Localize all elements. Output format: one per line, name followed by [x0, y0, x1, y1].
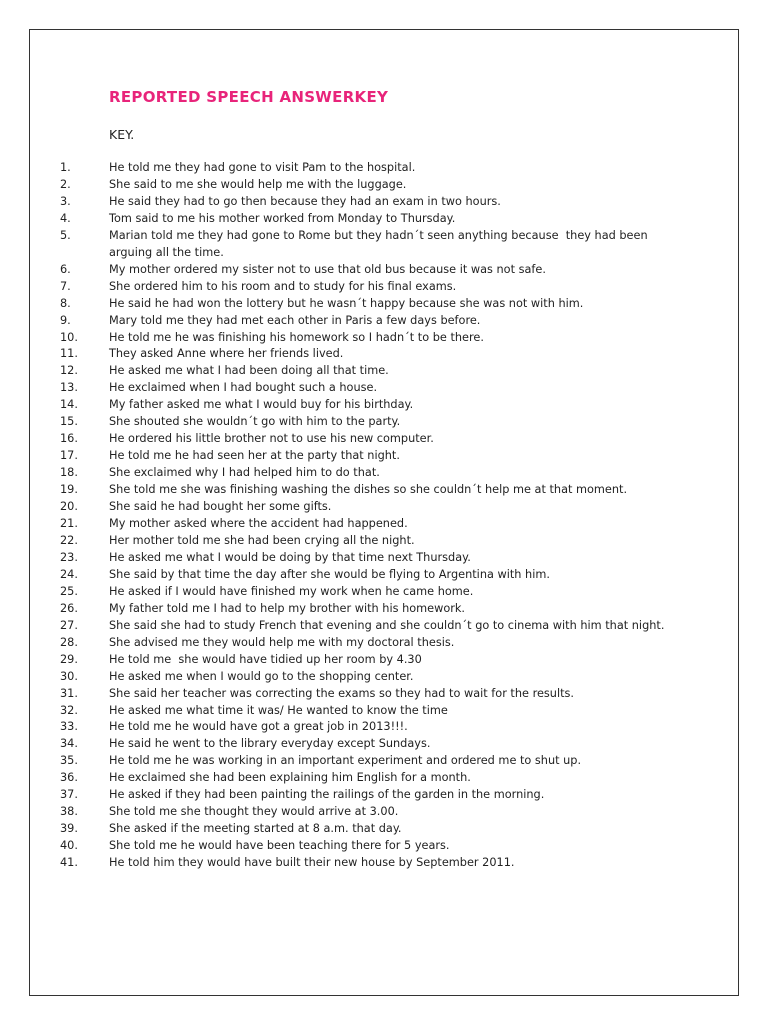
answer-item — [60, 787, 720, 804]
answer-number: 15. — [60, 415, 78, 429]
answer-number: 30. — [60, 669, 78, 683]
answer-item — [60, 753, 720, 770]
answer-item — [60, 330, 720, 347]
answer-number: 26. — [60, 601, 78, 615]
answer-text: My mother ordered my sister not to use that old bus because it was not safe. — [109, 262, 546, 276]
answer-number: 29. — [60, 652, 78, 666]
answer-text: They asked Anne where her friends lived. — [109, 347, 344, 361]
answer-item — [60, 279, 720, 296]
answer-text: He told me he was finishing his homework so I hadn´t to be there. — [109, 330, 484, 344]
answer-number: 36. — [60, 771, 78, 785]
answer-item — [60, 465, 720, 482]
answer-text: He asked me what I had been doing all that time. — [109, 364, 389, 378]
answer-list — [60, 160, 720, 872]
answer-number: 28. — [60, 635, 78, 649]
answer-number: 39. — [60, 822, 78, 836]
answer-number: 19. — [60, 483, 78, 497]
answer-text: He told me he had seen her at the party that night. — [109, 449, 400, 463]
answer-number: 18. — [60, 466, 78, 480]
answer-text: My father asked me what I would buy for his birthday. — [109, 398, 414, 412]
answer-number: 24. — [60, 567, 78, 581]
answer-item — [60, 804, 720, 821]
answer-item — [60, 346, 720, 363]
answer-item — [60, 228, 720, 262]
answer-text: He exclaimed she had been explaining him English for a month. — [109, 771, 471, 785]
answer-number: 10. — [60, 330, 78, 344]
answer-item — [60, 567, 720, 584]
answer-number: 11. — [60, 347, 78, 361]
answer-item — [60, 482, 720, 499]
answer-number: 41. — [60, 856, 78, 870]
answer-text: He asked me what I would be doing by that time next Thursday. — [109, 550, 471, 564]
answer-number: 9. — [60, 313, 71, 327]
answer-item — [60, 516, 720, 533]
answer-item — [60, 703, 720, 720]
answer-number: 14. — [60, 398, 78, 412]
answer-text: She said she had to study French that evening and she couldn´t go to cinema with him that night. — [109, 618, 665, 632]
answer-text: He told me he was working in an important experiment and ordered me to shut up. — [109, 754, 582, 768]
answer-number: 31. — [60, 686, 78, 700]
answer-text: Tom said to me his mother worked from Monday to Thursday. — [109, 211, 456, 225]
answer-text: He told me she would have tidied up her room by 4.30 — [109, 652, 422, 666]
answer-number: 5. — [60, 228, 71, 242]
answer-text: He asked me what time it was/ He wanted to know the time — [109, 703, 448, 717]
document-title: REPORTED SPEECH ANSWERKEY — [109, 88, 389, 106]
key-label: KEY. — [109, 127, 135, 142]
answer-item — [60, 177, 720, 194]
answer-number: 32. — [60, 703, 78, 717]
answer-item — [60, 821, 720, 838]
answer-text: He told him they would have built their new house by September 2011. — [109, 856, 515, 870]
answer-number: 12. — [60, 364, 78, 378]
answer-item — [60, 533, 720, 550]
answer-item — [60, 618, 720, 635]
answer-number: 25. — [60, 584, 78, 598]
answer-item — [60, 855, 720, 872]
answer-text: Her mother told me she had been crying all the night. — [109, 533, 415, 547]
answer-text: She exclaimed why I had helped him to do that. — [109, 466, 380, 480]
answer-text: He said he had won the lottery but he wasn´t happy because she was not with him. — [109, 296, 584, 310]
answer-item — [60, 363, 720, 380]
answer-item — [60, 448, 720, 465]
answer-number: 6. — [60, 262, 71, 276]
answer-text: Marian told me they had gone to Rome but they hadn´t seen anything because they had been arguing all the time. — [109, 228, 648, 259]
answer-text: He said they had to go then because they had an exam in two hours. — [109, 194, 501, 208]
answer-text: She said her teacher was correcting the exams so they had to wait for the results. — [109, 686, 575, 700]
answer-number: 3. — [60, 194, 71, 208]
answer-text: My father told me I had to help my brother with his homework. — [109, 601, 466, 615]
answer-text: He said he went to the library everyday except Sundays. — [109, 737, 431, 751]
answer-item — [60, 380, 720, 397]
answer-text: He told me they had gone to visit Pam to the hospital. — [109, 161, 416, 174]
answer-item — [60, 601, 720, 618]
answer-number: 16. — [60, 432, 78, 446]
answer-text: She asked if the meeting started at 8 a.m. that day. — [109, 822, 402, 836]
answer-item — [60, 719, 720, 736]
answer-text: She said to me she would help me with the luggage. — [109, 177, 407, 191]
answer-text: She shouted she wouldn´t go with him to the party. — [109, 415, 401, 429]
answer-number: 34. — [60, 737, 78, 751]
answer-text: He asked if I would have finished my work when he came home. — [109, 584, 474, 598]
answer-number: 17. — [60, 449, 78, 463]
answer-text: Mary told me they had met each other in Paris a few days before. — [109, 313, 481, 327]
answer-number: 2. — [60, 177, 71, 191]
answer-text: He exclaimed when I had bought such a house. — [109, 381, 378, 395]
answer-item — [60, 211, 720, 228]
answer-item — [60, 431, 720, 448]
answer-number: 21. — [60, 517, 78, 531]
answer-text: He told me he would have got a great job in 2013!!!. — [109, 720, 408, 734]
answer-item — [60, 635, 720, 652]
answer-number: 13. — [60, 381, 78, 395]
answer-text: She told me she was finishing washing the dishes so she couldn´t help me at that moment. — [109, 483, 628, 497]
answer-item — [60, 584, 720, 601]
answer-item — [60, 550, 720, 567]
answer-text: He asked me when I would go to the shopping center. — [109, 669, 414, 683]
answer-number: 7. — [60, 279, 71, 293]
answer-number: 33. — [60, 720, 78, 734]
answer-text: He asked if they had been painting the railings of the garden in the morning. — [109, 788, 545, 802]
answer-item — [60, 194, 720, 211]
answer-item — [60, 414, 720, 431]
answer-item — [60, 652, 720, 669]
answer-number: 8. — [60, 296, 71, 310]
answer-item — [60, 296, 720, 313]
answer-number: 22. — [60, 533, 78, 547]
answer-item — [60, 397, 720, 414]
answer-text: She ordered him to his room and to study for his final exams. — [109, 279, 457, 293]
answer-item — [60, 160, 720, 177]
answer-item — [60, 313, 720, 330]
answer-number: 1. — [60, 161, 71, 174]
answer-text: She said he had bought her some gifts. — [109, 500, 332, 514]
answer-number: 38. — [60, 805, 78, 819]
answer-text: She said by that time the day after she would be flying to Argentina with him. — [109, 567, 550, 581]
answer-text: She told me he would have been teaching there for 5 years. — [109, 839, 450, 853]
answer-text: My mother asked where the accident had happened. — [109, 517, 408, 531]
answer-number: 37. — [60, 788, 78, 802]
answer-text: He ordered his little brother not to use his new computer. — [109, 432, 434, 446]
answer-text: She told me she thought they would arrive at 3.00. — [109, 805, 399, 819]
answer-number: 23. — [60, 550, 78, 564]
answer-number: 35. — [60, 754, 78, 768]
answer-number: 20. — [60, 500, 78, 514]
answer-number: 4. — [60, 211, 71, 225]
answer-item — [60, 736, 720, 753]
answer-item — [60, 770, 720, 787]
answer-item — [60, 669, 720, 686]
answer-item — [60, 499, 720, 516]
answer-item — [60, 262, 720, 279]
answer-number: 40. — [60, 839, 78, 853]
answer-item — [60, 838, 720, 855]
answer-text: She advised me they would help me with my doctoral thesis. — [109, 635, 455, 649]
answer-item — [60, 686, 720, 703]
answer-number: 27. — [60, 618, 78, 632]
